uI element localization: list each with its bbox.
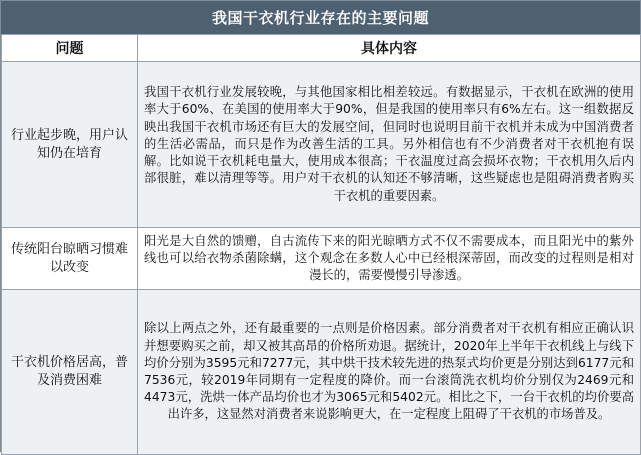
table-row [2, 290, 641, 455]
detail-cell: 我国干衣机行业发展较晚，与其他国家相比相差较远。有数据显示，干衣机在欧洲的使用率大于60%、在美国的使用率大于90%，但是我国的使用率只有6%左右。这一组数据反映出我国干衣机市场还有巨大的发展空间，但同时也说明目前干衣机并未成为中国消费者的生活必需品，而只是作为改善生活的工具。另外相信也有不少消费者对干衣机抱有误解。比如说干衣机耗电量大，使用成本很高；干衣温度过高会损坏衣物；干衣机用久后内部很脏，难以清理等等。用户对干衣机的认知还不够清晰，这些疑虑也是阻碍消费者购买干衣机的重要因素。 [138, 62, 641, 228]
issue-cell: 行业起步晚，用户认知仍在培育 [2, 62, 138, 228]
detail-cell: 阳光是大自然的馈赠，自古流传下来的阳光晾晒方式不仅不需要成本，而且阳光中的紫外线也可以给衣物杀菌除螨，这个观念在多数人心中已经根深蒂固，而改变的过程则是相对漫长的，需要慢慢引导渗透。 [138, 228, 641, 290]
issue-cell: 传统阳台晾晒习惯难以改变 [2, 228, 138, 290]
detail-cell: 除以上两点之外，还有最重要的一点则是价格因素。部分消费者对干衣机有相应正确认识并想要购买之前，却又被其高昂的价格所劝退。据统计，2020年上半年干衣机线上与线下均价分别为3595元和7277元，其中烘干技术较先进的热泵式均价更是分别达到6177元和7536元，较2019年同期有一定程度的降价。而一台滚筒洗衣机均价分别仅为2469元和4473元，洗烘一体产品均价也才为3065元和5402元。相比之下，一台干衣机的均价要高出许多，这显然对消费者来说影响更大，在一定程度上阻碍了干衣机的市场普及。 [138, 290, 641, 455]
issue-cell: 干衣机价格居高，普及消费困难 [2, 290, 138, 455]
header-detail: 具体内容 [138, 35, 641, 62]
table-row [2, 228, 641, 290]
table-row [2, 62, 641, 228]
header-issue: 问题 [2, 35, 138, 62]
table-title: 我国干衣机行业存在的主要问题 [1, 1, 640, 34]
issues-table [1, 34, 641, 455]
header-row [2, 35, 641, 62]
